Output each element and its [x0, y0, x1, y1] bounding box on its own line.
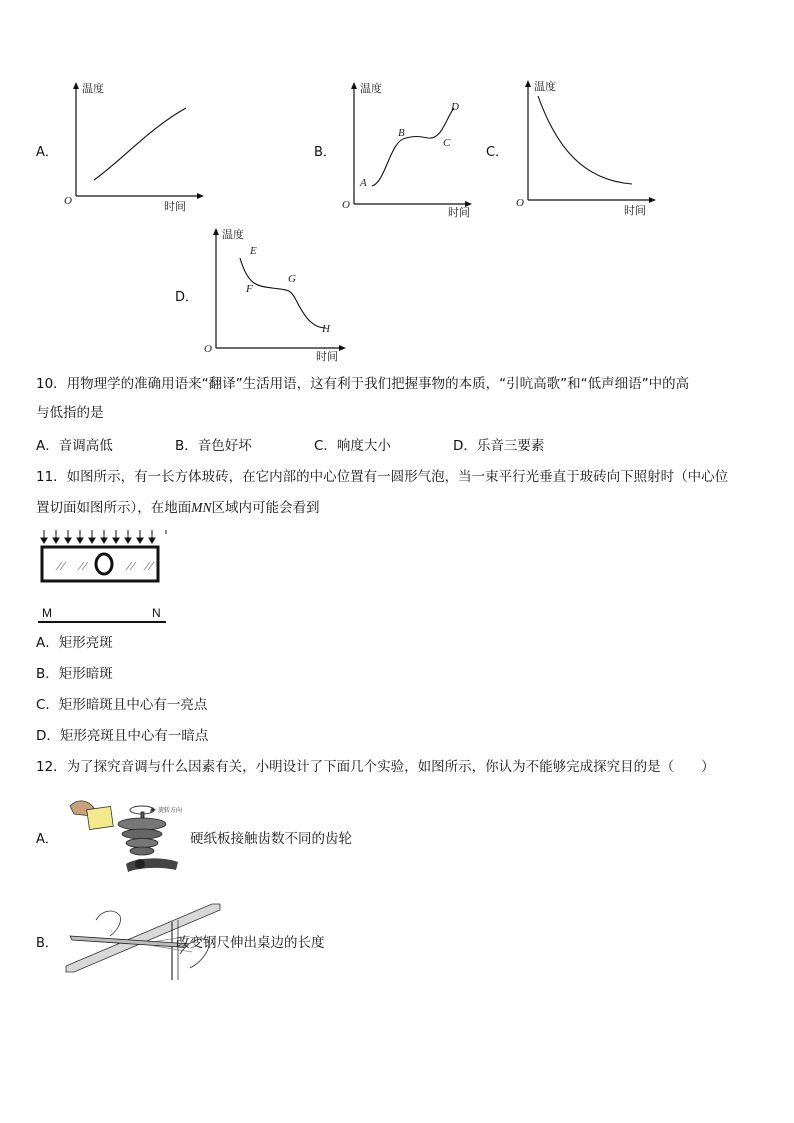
q11-option-d[interactable]: D．矩形亮斑且中心有一暗点: [36, 728, 209, 744]
graph-a-origin: O: [64, 195, 72, 207]
hand-press-icon: [96, 911, 121, 936]
glass-brick: [42, 547, 158, 581]
graph-b-xlabel: 时间: [448, 206, 470, 219]
option-b-label: B．: [314, 145, 336, 160]
q11-option-b[interactable]: B．矩形暗斑: [36, 666, 113, 682]
graph-b: [340, 78, 480, 218]
gear-cardboard-figure: [64, 790, 184, 880]
graph-b-ylabel: 温度: [360, 82, 382, 95]
graph-d-point-h: H: [322, 323, 330, 335]
air-bubble: [96, 554, 112, 574]
graph-b-point-a: A: [360, 177, 367, 189]
label-n: N: [152, 606, 161, 620]
glass-hatching: [56, 562, 154, 570]
q10-stem-line2: 与低指的是: [36, 405, 104, 421]
q11-option-a[interactable]: A．矩形亮斑: [36, 635, 113, 651]
graph-d: [202, 224, 352, 364]
q11-stem-line2-b: 区域内可能会看到: [211, 500, 320, 516]
q10-option-d[interactable]: D．乐音三要素: [453, 438, 545, 454]
graph-d-point-f: F: [246, 283, 253, 295]
q11-mn-label: MN: [191, 500, 212, 515]
graph-d-point-g: G: [288, 273, 296, 285]
graph-d-curve: [240, 258, 326, 328]
q11-stem-line2-a: 置切面如图所示），在地面: [36, 500, 192, 516]
graph-c-xlabel: 时间: [624, 204, 646, 217]
q12-option-b-caption: 改变钢尺伸出桌边的长度: [176, 935, 325, 951]
graph-c-ylabel: 温度: [534, 80, 556, 93]
q10-option-a[interactable]: A．音调高低: [36, 438, 113, 454]
light-rays: [41, 530, 155, 543]
q11-stem-line2: [36, 499, 320, 517]
label-m: M: [42, 606, 52, 620]
graph-c-curve: [538, 96, 632, 184]
cardboard-icon: [87, 806, 114, 829]
graph-b-point-c: C: [443, 137, 451, 149]
gear-stack-icon: [118, 812, 166, 855]
option-c-label: C．: [486, 145, 509, 160]
q12-stem: 12．为了探究音调与什么因素有关，小明设计了下面几个实验，如图所示，你认为不能够完成探究目的是（ ）: [36, 759, 715, 775]
q10-option-c[interactable]: C．响度大小: [314, 438, 391, 454]
graph-b-point-d: D: [451, 101, 459, 113]
rotation-tag: 旋转方向: [158, 807, 183, 814]
graph-a-ylabel: 温度: [82, 82, 104, 95]
graph-a-xlabel: 时间: [164, 200, 186, 213]
graph-d-ylabel: 温度: [222, 228, 244, 241]
graph-b-point-b: B: [398, 127, 405, 139]
q11-stem-line1: 11．如图所示，有一长方体玻砖，在它内部的中心位置有一圆形气泡，当一束平行光垂直于玻砖向下照射时（中心位: [36, 469, 729, 485]
graph-d-point-e: E: [250, 245, 257, 257]
graph-c: [512, 76, 662, 216]
q12-option-b-label[interactable]: B．: [36, 936, 58, 951]
graph-a-curve: [94, 108, 186, 180]
q12-option-a-caption: 硬纸板接触齿数不同的齿轮: [190, 831, 352, 847]
q12-option-a-label[interactable]: A．: [36, 832, 58, 847]
option-a-label: A．: [36, 145, 58, 160]
q11-option-c[interactable]: C．矩形暗斑且中心有一亮点: [36, 697, 208, 713]
graph-c-origin: O: [516, 197, 524, 209]
graph-b-curve: [372, 108, 454, 186]
graph-d-origin: O: [204, 343, 212, 355]
wrench-icon: [126, 858, 178, 872]
q10-stem-line1: 10．用物理学的准确用语来“翻译”生活用语，这有利于我们把握事物的本质，“引吭高歌”和“低声细语”中的高: [36, 376, 690, 392]
graph-d-xlabel: 时间: [316, 350, 338, 363]
q10-option-b[interactable]: B．音色好坏: [175, 438, 252, 454]
option-d-label: D．: [175, 290, 199, 305]
graph-b-origin: O: [342, 199, 350, 211]
graph-a: [60, 78, 210, 213]
